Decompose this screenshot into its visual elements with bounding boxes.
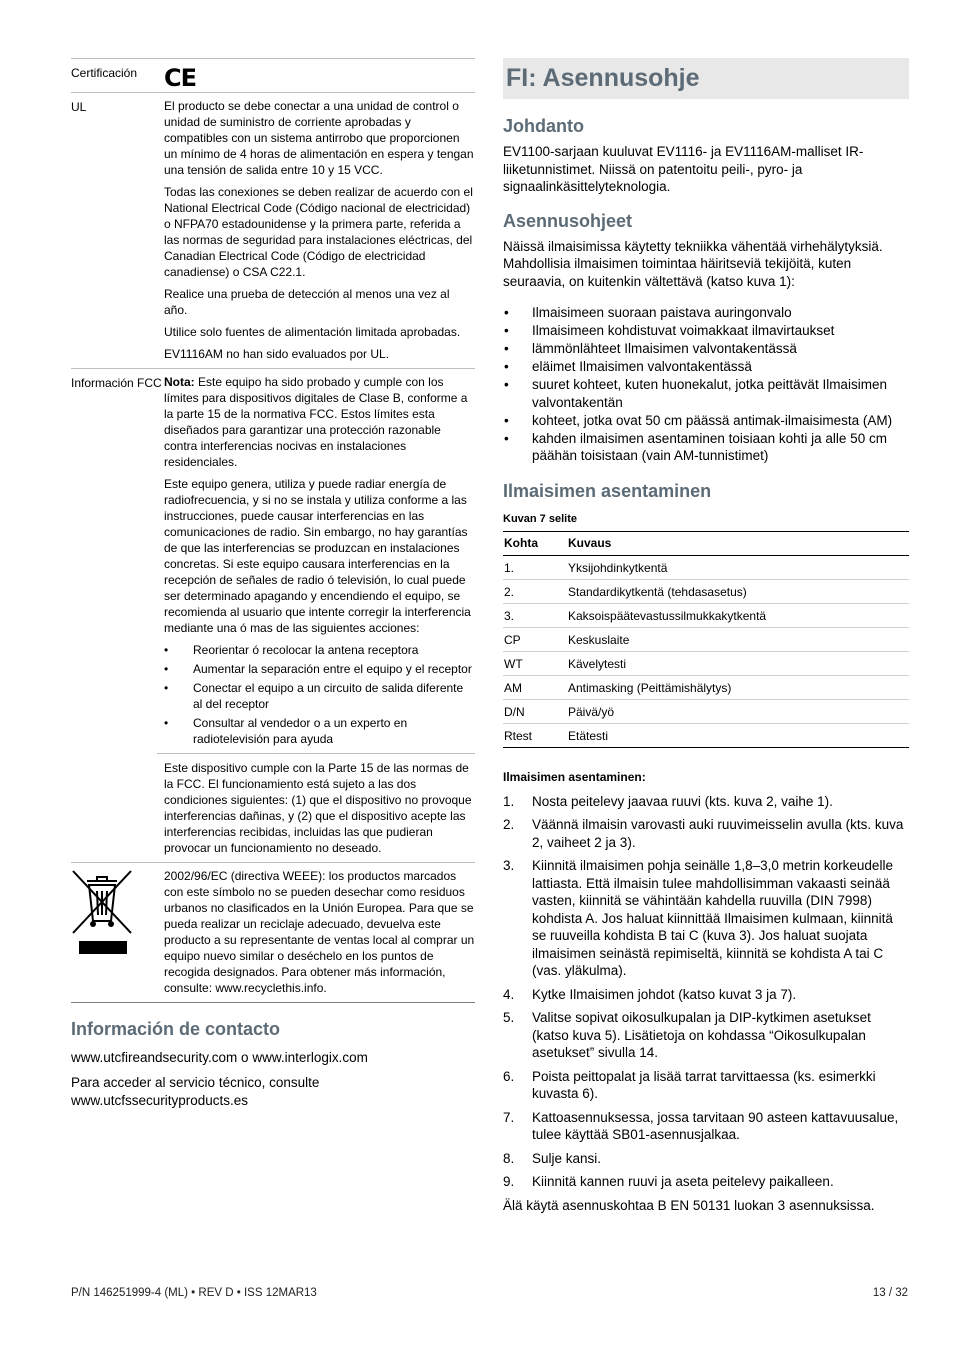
step-text: Kiinnitä kannen ruuvi ja aseta peitelevy paikalleen. — [532, 1174, 834, 1189]
fcc-note-label: Nota: — [164, 375, 195, 389]
table-cell: Rtest — [503, 723, 567, 747]
fcc-bullet-list — [164, 642, 475, 747]
certification-row — [71, 58, 475, 92]
list-item: • kohteet, jotka ovat 50 cm päässä antimak-ilmaisimesta (AM) — [503, 412, 909, 430]
ul-paragraph: El producto se debe conectar a una unidad de control o unidad de suministro de corriente aprobadas y compatibles con un sistema antirrobo que proporcionen un mínimo de 4 horas de alimentación en espera y tengan una tensión de salida entre 10 y 15 VCC. — [164, 99, 474, 177]
step-text: Kytke Ilmaisimen johdot (katso kuvat 3 ja 7). — [532, 986, 797, 1002]
table-row — [503, 675, 909, 699]
table-cell: AM — [503, 675, 567, 699]
step-text: Poista peittopalat ja lisää tarrat tarvittaessa (ks. esimerkki kuvasta 6). — [532, 1068, 876, 1101]
ul-paragraph: Utilice solo fuentes de alimentación limitada aprobadas. — [164, 325, 461, 339]
table-row — [503, 699, 909, 723]
list-item — [503, 1068, 909, 1103]
title-bar — [503, 58, 909, 99]
table-cell: 1. — [503, 555, 567, 579]
fcc-paragraph: Este dispositivo cumple con la Parte 15 de las normas de la FCC. El funcionamiento está sujeto a las dos condiciones siguientes: (1) que el dispositivo no provoque interferencias dañinas, y (2) que el dispositivo acepte las interferencias recibidas, incluidas las que pudieran provocar un funcionamiento no deseado. — [157, 753, 475, 856]
certification-label: Certificación — [71, 66, 138, 80]
contact-heading: Información de contacto — [71, 1019, 281, 1039]
step-number: 4. — [503, 986, 515, 1002]
steps-list — [503, 793, 909, 1191]
page-title: FI: Asennusohje — [506, 64, 700, 92]
step-number: 9. — [503, 1174, 515, 1189]
table-cell: 3. — [503, 603, 567, 627]
list-item — [503, 1109, 909, 1144]
list-item: • Aumentar la separación entre el equipo y el receptor — [164, 661, 475, 677]
step-number: 2. — [503, 817, 515, 832]
guide-text: Näissä ilmaisimissa käytetty tekniikka vähentää virhehälytyksiä. Mahdollisia ilmaisimen toimintaa häiritseviä tekijöitä, kuten seuraavia, on kuitenkin vältettävä (katso kuva 1): — [503, 238, 883, 289]
list-item — [503, 1150, 909, 1168]
list-item — [503, 857, 909, 980]
footer-part-number: P/N 146251999-4 (ML) • REV D • ISS 12MAR13 — [71, 1287, 317, 1299]
list-item — [503, 816, 909, 851]
step-text: Kiinnitä ilmaisimen pohja seinälle 1,8–3,0 metrin korkeudelle lattiasta. Että ilmaisin tulee mahdollisimman vakaasti seinää vasten, kiinnitä se vähintään kahdella ruuvilla (DIN 7998) kohdista A. Jos haluat kiinnittää Ilmaisimen kulmaan, kiinnitä se ruuveilla kohdista B tai C (kuva 3). Jos haluat suojata ilmaisimen seinästä repimiseltä, kiinnitä se kohdista A tai C (vas. yläkulma). — [532, 858, 893, 978]
list-item: • eläimet Ilmaisimen valvontakentässä — [503, 358, 909, 376]
table-row — [503, 651, 909, 675]
column-header: Kohta — [503, 531, 567, 555]
ul-text — [164, 93, 475, 368]
intro-heading: Johdanto — [503, 116, 584, 136]
weee-paragraph: 2002/96/EC (directiva WEEE): los productos marcados con este símbolo no se pueden desechar como residuos urbanos no clasificados en la Unión Europea. Para que se pueda realizar un reciclaje adecuado, devuelva este producto a su representante de ventas local al comprar un equipo nuevo similar o deséchelo en los puntos de recogida designados. Para obtener más información, consulte: www.recyclethis.info. — [164, 869, 475, 995]
right-column — [503, 58, 909, 1214]
list-item: • kahden ilmaisimen asentaminen toisiaan kohti ja alle 50 cm päähän toisistaan (vain AM-tunnistimet) — [503, 430, 909, 465]
fcc-label: Información FCC — [71, 376, 162, 390]
list-item — [503, 1009, 909, 1062]
ul-row — [71, 92, 475, 368]
legend-table — [503, 531, 909, 748]
certification-value — [164, 59, 475, 92]
table-cell: CP — [503, 627, 567, 651]
guide-bullet-list — [503, 304, 909, 465]
list-item: • Reorientar ó recolocar la antena receptora — [164, 642, 475, 658]
left-column — [71, 58, 475, 1117]
ul-label: UL — [71, 100, 87, 114]
crossed-bin-icon — [71, 867, 133, 957]
contact-section — [71, 1019, 475, 1110]
ul-paragraph: Todas las conexiones se deben realizar de acuerdo con el National Electrical Code (Código nacional de electricidad) o NFPA70 estadounidense y la primera parte, referida a las normas de seguridad para instalaciones eléctricas, del Canadian Electrical Code (Código de electricidad canadiense) o CSA C22.1. — [164, 185, 473, 279]
intro-text: EV1100-sarjaan kuuluvat EV1116- ja EV1116AM-malliset IR-liiketunnistimet. Niissä on patentoitu peili-, pyro- ja signaalinkäsittelyteknologia. — [503, 144, 864, 194]
step-number: 7. — [503, 1109, 515, 1125]
step-text: Kattoasennuksessa, jossa tarvitaan 90 asteen kattavuusalue, tulee käyttää SB01-asennusjalkaa. — [532, 1109, 899, 1142]
list-item — [503, 986, 909, 1004]
table-cell: WT — [503, 651, 567, 675]
list-item: • suuret kohteet, kuten huonekalut, jotka peittävät Ilmaisimen valvontakentän — [503, 376, 909, 411]
table-header-row — [503, 531, 909, 555]
ul-paragraph: Realice una prueba de detección al menos una vez al año. — [164, 287, 450, 317]
legend-caption: Kuvan 7 selite — [503, 512, 577, 525]
list-item: • Ilmaisimeen suoraan paistava auringonvalo — [503, 304, 909, 322]
weee-symbol-cell — [71, 863, 164, 1002]
table-cell: Etätesti — [567, 723, 909, 747]
list-item — [503, 1173, 909, 1191]
table-cell: Keskuslaite — [567, 627, 909, 651]
mount-heading: Ilmaisimen asentaminen — [503, 480, 712, 501]
table-row — [503, 627, 909, 651]
table-row — [503, 603, 909, 627]
table-cell: Kävelytesti — [567, 651, 909, 675]
table-row — [503, 579, 909, 603]
table-cell: D/N — [503, 699, 567, 723]
list-item — [503, 793, 909, 811]
step-number: 6. — [503, 1068, 515, 1084]
table-cell: Päivä/yö — [567, 699, 909, 723]
weee-row — [71, 862, 475, 1002]
list-item: • Consultar al vendedor o a un experto en radiotelevisión para ayuda — [164, 715, 475, 747]
fcc-text — [164, 369, 475, 862]
ul-paragraph: EV1116AM no han sido evaluados por UL. — [164, 347, 390, 361]
table-cell: 2. — [503, 579, 567, 603]
step-text: Nosta peitelevy jaavaa ruuvi (kts. kuva 2, vaihe 1). — [532, 793, 833, 809]
step-number: 5. — [503, 1010, 515, 1025]
step-text: Sulje kansi. — [532, 1150, 602, 1166]
fcc-note — [164, 374, 475, 470]
fcc-note-text: Este equipo ha sido probado y cumple con los límites para dispositivos digitales de Clase B, conforme a la parte 15 de la normativa FCC. Estos límites esta diseñados para garantizar una protección razonable contra interferencias nocivas en instalaciones residenciales. — [164, 375, 468, 469]
step-number: 8. — [503, 1150, 515, 1166]
step-number: 1. — [503, 793, 515, 809]
list-item: • Conectar el equipo a un circuito de salida diferente al del receptor — [164, 680, 475, 712]
contact-websites: www.utcfireandsecurity.com o www.interlogix.com — [71, 1050, 368, 1065]
step-number: 3. — [503, 858, 515, 873]
table-cell: Kaksoispäätevastussilmukkakytkentä — [567, 603, 909, 627]
footer-page-number: 13 / 32 — [872, 1287, 908, 1299]
table-cell: Antimasking (Peittämishälytys) — [567, 675, 909, 699]
column-header: Kuvaus — [567, 531, 909, 555]
table-cell: Yksijohdinkytkentä — [567, 555, 909, 579]
table-row — [503, 555, 909, 579]
fcc-paragraph: Este equipo genera, utiliza y puede radiar energía de radiofrecuencia, y si no se instala y utiliza conforme a las instrucciones, puede causar interferencias en las comunicaciones de radio. Sin embargo, no hay garantías de que las interferencias se produzcan en instalaciones concretas. Si este equipo causara interferencias en la recepción de señales de radio ó televisión, lo cual puede ser determinado apagando y encendiendo el equipo, se recomienda al usuario que intente corregir la interferencia mediante una ó mas de las siguientes acciones: — [164, 477, 471, 635]
table-row — [503, 723, 909, 747]
final-note: Älä käytä asennuskohtaa B EN 50131 luokan 3 asennuksissa. — [503, 1197, 875, 1213]
steps-title: Ilmaisimen asentaminen: — [503, 769, 646, 784]
weee-text — [164, 863, 475, 1002]
list-item: • lämmönlähteet Ilmaisimen valvontakentässä — [503, 340, 909, 358]
table-end-divider — [71, 1002, 475, 1003]
step-text: Valitse sopivat oikosulkupalan ja DIP-kytkimen asetukset (katso kuva 5). Lisätietoja on kohdassa “Oikosulkupalan asetukset” sivulla 14. — [532, 1010, 871, 1060]
contact-support: Para acceder al servicio técnico, consulte www.utcfssecurityproducts.es — [71, 1075, 320, 1108]
list-item: • Ilmaisimeen kohdistuvat voimakkaat ilmavirtaukset — [503, 322, 909, 340]
ce-mark-icon: CE — [164, 64, 197, 92]
guide-heading: Asennusohjeet — [503, 210, 633, 231]
step-text: Väännä ilmaisin varovasti auki ruuvimeisselin avulla (kts. kuva 2, vaiheet 2 ja 3). — [532, 817, 904, 850]
fcc-row — [71, 368, 475, 862]
table-cell: Standardikytkentä (tehdasasetus) — [567, 579, 909, 603]
